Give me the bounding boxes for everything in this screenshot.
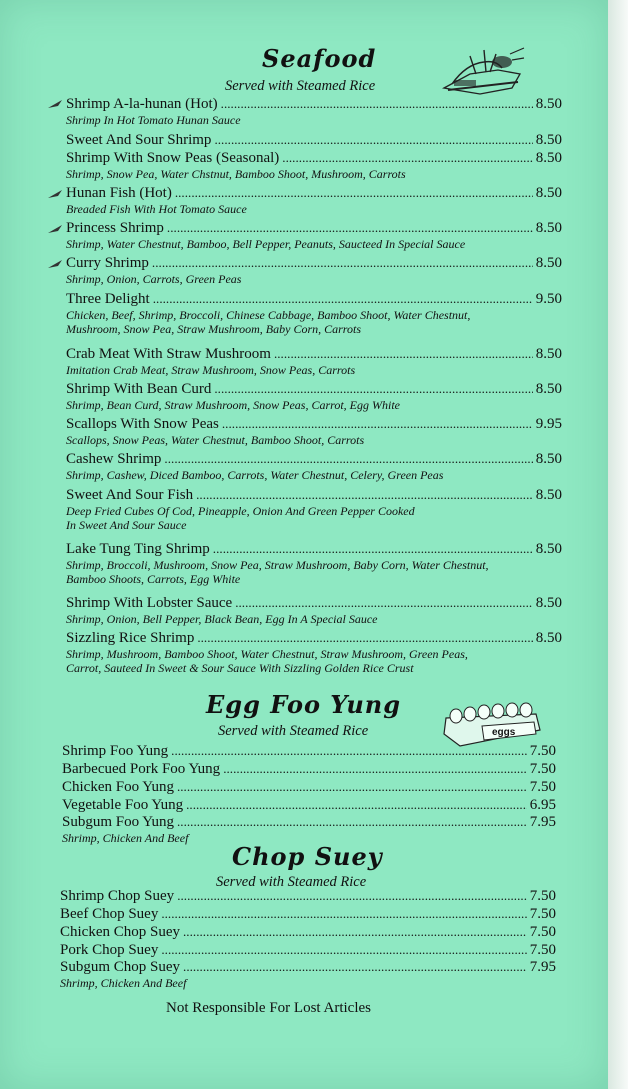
item-description: Breaded Fish With Hot Tomato Sauce (66, 202, 247, 216)
item-description: Shrimp, Broccoli, Mushroom, Snow Pea, Straw Mushroom, Baby Corn, Water Chestnut, (66, 558, 489, 572)
item-price: 7.95 (529, 814, 556, 830)
item-price: 8.50 (535, 595, 562, 611)
chop-suey-subtitle: Served with Steamed Rice (216, 874, 367, 890)
hot-pepper-icon (48, 260, 62, 268)
hot-pepper-icon (48, 225, 62, 233)
menu-item (66, 149, 562, 181)
menu-item (62, 778, 556, 796)
item-name: Cashew Shrimp (66, 451, 162, 467)
item-name: Curry Shrimp (66, 255, 149, 271)
item-name: Sizzling Rice Shrimp (66, 630, 195, 646)
item-price: 9.95 (535, 416, 562, 432)
item-name: Princess Shrimp (66, 220, 164, 236)
item-name: Shrimp Chop Suey (60, 888, 175, 904)
leader-dots (235, 594, 533, 612)
item-price: 7.50 (529, 924, 556, 940)
item-name: Beef Chop Suey (60, 906, 159, 922)
item-name: Chicken Chop Suey (60, 924, 180, 940)
leader-dots (197, 629, 532, 647)
leader-dots (282, 149, 532, 167)
leader-dots (274, 345, 533, 363)
egg-foo-yung-subtitle: Served with Steamed Rice (218, 723, 369, 739)
footer-note: Not Responsible For Lost Articles (166, 1000, 371, 1016)
item-description: Shrimp, Chicken And Beef (62, 831, 189, 845)
menu-item (60, 905, 556, 923)
item-price: 7.50 (529, 761, 556, 777)
item-price: 7.50 (529, 743, 556, 759)
menu-item (66, 131, 562, 149)
item-price: 8.50 (535, 185, 562, 201)
menu-item (66, 380, 562, 412)
leader-dots (177, 813, 527, 831)
item-description: Scallops, Snow Peas, Water Chestnut, Bamboo Shoot, Carrots (66, 433, 365, 447)
item-price: 7.50 (529, 888, 556, 904)
page-edge (608, 0, 628, 1089)
menu-item (66, 594, 562, 626)
menu-item (62, 742, 556, 760)
item-price: 8.50 (535, 150, 562, 166)
item-price: 8.50 (535, 630, 562, 646)
item-price: 9.50 (535, 291, 562, 307)
chop-suey-title: Chop Suey (232, 842, 383, 871)
leader-dots (161, 941, 526, 959)
leader-dots (213, 540, 533, 558)
menu-item (66, 450, 562, 482)
leader-dots (221, 95, 533, 113)
menu-item (66, 184, 562, 216)
item-name: Three Delight (66, 291, 150, 307)
item-description: Shrimp, Water Chestnut, Bamboo, Bell Pepper, Peanuts, Saucteed In Special Sauce (66, 237, 466, 251)
item-name: Chicken Foo Yung (62, 779, 174, 795)
leader-dots (161, 905, 526, 923)
menu-item (60, 958, 556, 990)
leader-dots (153, 290, 533, 308)
item-name: Hunan Fish (Hot) (66, 185, 172, 201)
leader-dots (214, 131, 532, 149)
menu-item (62, 796, 556, 814)
egg-carton-label: eggs (492, 727, 516, 738)
hot-pepper-icon (48, 190, 62, 198)
leader-dots (223, 760, 527, 778)
item-description: Mushroom, Snow Pea, Straw Mushroom, Baby Corn, Carrots (66, 322, 362, 336)
item-price: 7.50 (529, 942, 556, 958)
seafood-illustration-icon (440, 44, 526, 100)
menu-item (66, 415, 562, 447)
leader-dots (177, 887, 527, 905)
menu-item (66, 254, 562, 286)
leader-dots (164, 450, 532, 468)
item-description: Imitation Crab Meat, Straw Mushroom, Snow Peas, Carrots (66, 363, 356, 377)
item-description: In Sweet And Sour Sauce (66, 518, 187, 532)
item-description: Shrimp, Cashew, Diced Bamboo, Carrots, Water Chestnut, Celery, Green Peas (66, 468, 444, 482)
item-description: Shrimp In Hot Tomato Hunan Sauce (66, 113, 241, 127)
item-description: Shrimp, Mushroom, Bamboo Shoot, Water Chestnut, Straw Mushroom, Green Peas, (66, 647, 468, 661)
item-name: Subgum Chop Suey (60, 959, 181, 975)
item-price: 8.50 (535, 487, 562, 503)
leader-dots (186, 796, 527, 814)
hot-pepper-icon (48, 100, 62, 108)
leader-dots (196, 486, 533, 504)
menu-item (66, 95, 562, 127)
leader-dots (222, 415, 533, 433)
menu-item (66, 629, 562, 675)
item-name: Shrimp A-la-hunan (Hot) (66, 96, 218, 112)
menu-item (66, 345, 562, 377)
item-price: 8.50 (535, 381, 562, 397)
menu-item (62, 760, 556, 778)
menu-item (60, 923, 556, 941)
leader-dots (183, 958, 527, 976)
seafood-title: Seafood (262, 44, 377, 73)
item-name: Sweet And Sour Fish (66, 487, 194, 503)
menu-item (66, 290, 562, 336)
item-price: 8.50 (535, 96, 562, 112)
item-name: Shrimp With Snow Peas (Seasonal) (66, 150, 280, 166)
item-name: Vegetable Foo Yung (62, 797, 184, 813)
menu-item (66, 219, 562, 251)
item-description: Chicken, Beef, Shrimp, Broccoli, Chinese Cabbage, Bamboo Shoot, Water Chestnut, (66, 308, 471, 322)
item-name: Crab Meat With Straw Mushroom (66, 346, 271, 362)
item-name: Lake Tung Ting Shrimp (66, 541, 210, 557)
menu-item (62, 813, 556, 845)
leader-dots (183, 923, 527, 941)
leader-dots (152, 254, 533, 272)
item-name: Subgum Foo Yung (62, 814, 174, 830)
item-price: 8.50 (535, 541, 562, 557)
egg-foo-yung-title: Egg Foo Yung (206, 690, 402, 719)
menu-item (60, 887, 556, 905)
item-price: 6.95 (529, 797, 556, 813)
item-price: 8.50 (535, 132, 562, 148)
item-price: 8.50 (535, 220, 562, 236)
item-name: Sweet And Sour Shrimp (66, 132, 212, 148)
egg-carton-icon (440, 700, 544, 748)
item-name: Shrimp With Bean Curd (66, 381, 212, 397)
item-name: Scallops With Snow Peas (66, 416, 219, 432)
item-name: Pork Chop Suey (60, 942, 159, 958)
item-name: Barbecued Pork Foo Yung (62, 761, 221, 777)
menu-item (66, 540, 562, 586)
item-name: Shrimp With Lobster Sauce (66, 595, 233, 611)
seafood-subtitle: Served with Steamed Rice (225, 78, 376, 94)
item-price: 7.95 (529, 959, 556, 975)
menu-item (66, 486, 562, 532)
item-description: Carrot, Sauteed In Sweet & Sour Sauce With Sizzling Golden Rice Crust (66, 661, 414, 675)
leader-dots (167, 219, 533, 237)
item-description: Shrimp, Bean Curd, Straw Mushroom, Snow Peas, Carrot, Egg White (66, 398, 401, 412)
item-price: 7.50 (529, 779, 556, 795)
item-description: Bamboo Shoots, Carrots, Egg White (66, 572, 241, 586)
item-description: Shrimp, Onion, Carrots, Green Peas (66, 272, 242, 286)
item-description: Shrimp, Chicken And Beef (60, 976, 187, 990)
item-price: 8.50 (535, 451, 562, 467)
item-price: 8.50 (535, 255, 562, 271)
leader-dots (171, 742, 527, 760)
menu-item (60, 941, 556, 959)
item-description: Deep Fried Cubes Of Cod, Pineapple, Onion And Green Pepper Cooked (66, 504, 415, 518)
item-description: Shrimp, Onion, Bell Pepper, Black Bean, Egg In A Special Sauce (66, 612, 378, 626)
leader-dots (175, 184, 533, 202)
item-price: 7.50 (529, 906, 556, 922)
item-name: Shrimp Foo Yung (62, 743, 169, 759)
item-description: Shrimp, Snow Pea, Water Chstnut, Bamboo Shoot, Mushroom, Carrots (66, 167, 406, 181)
item-price: 8.50 (535, 346, 562, 362)
leader-dots (214, 380, 532, 398)
leader-dots (177, 778, 527, 796)
